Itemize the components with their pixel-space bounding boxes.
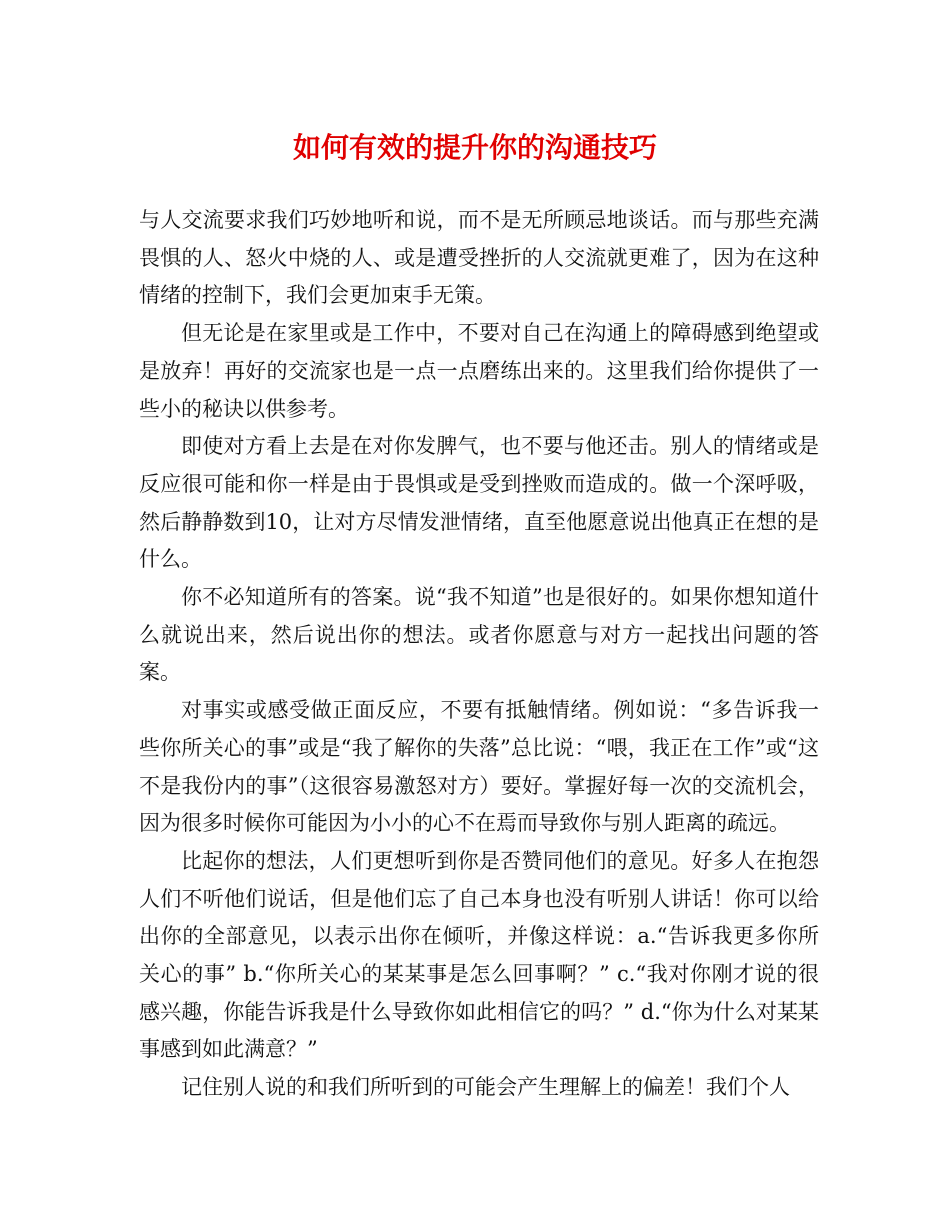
- paragraph-7: 记住别人说的和我们所听到的可能会产生理解上的偏差！我们个人: [181, 1075, 790, 1100]
- document-body: [139, 202, 819, 1107]
- paragraph-1: 与人交流要求我们巧妙地听和说，而不是无所顾忌地谈话。而与那些充满畏惧的人、怒火中烧的人、或是遭受挫折的人交流就更难了，因为在这种情绪的控制下，我们会更加束手无策。: [139, 208, 819, 308]
- paragraph-3: 即使对方看上去是在对你发脾气，也不要与他还击。别人的情绪或是反应很可能和你一样是由于畏惧或是受到挫败而造成的。做一个深呼吸，然后静静数到10，让对方尽情发泄情绪，直至他愿意说出他真正在想的是什么。: [139, 434, 819, 572]
- paragraph-5: 对事实或感受做正面反应，不要有抵触情绪。例如说：“多告诉我一些你所关心的事”或是“我了解你的失落”总比说：“喂，我正在工作”或“这不是我份内的事”（这很容易激怒对方）要好。掌握好每一次的交流机会，因为很多时候你可能因为小小的心不在焉而导致你与别人距离的疏远。: [139, 698, 819, 836]
- paragraph-6: 比起你的想法，人们更想听到你是否赞同他们的意见。好多人在抱怨人们不听他们说话，但是他们忘了自己本身也没有听别人讲话！你可以给出你的全部意见，以表示出你在倾听，并像这样说：a.“告诉我更多你所关心的事” b.“你所关心的某某事是怎么回事啊？” c.“我对你刚才说的很感兴趣，你能告诉我是什么导致你如此相信它的吗？” d.“你为什么对某某事感到如此满意？”: [139, 848, 819, 1062]
- paragraph-2: 但无论是在家里或是工作中，不要对自己在沟通上的障碍感到绝望或是放弃！再好的交流家也是一点一点磨练出来的。这里我们给你提供了一些小的秘诀以供参考。: [139, 321, 819, 421]
- document-title: 如何有效的提升你的沟通技巧: [292, 131, 657, 164]
- paragraph-4: 你不必知道所有的答案。说“我不知道”也是很好的。如果你想知道什么就说出来，然后说出你的想法。或者你愿意与对方一起找出问题的答案。: [139, 585, 819, 685]
